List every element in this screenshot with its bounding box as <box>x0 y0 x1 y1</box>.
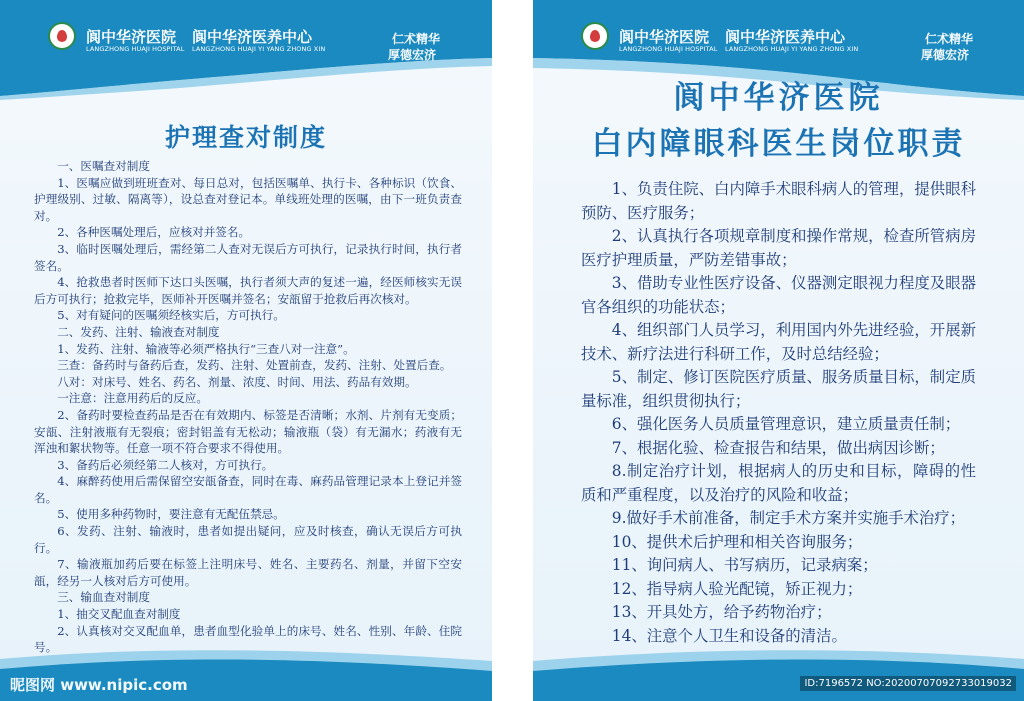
poster-footer <box>533 641 1024 701</box>
duty-item: 3、借助专业性医疗设备、仪器测定眼视力程度及眼器官各组织的功能状态； <box>581 274 976 316</box>
rule-paragraph: 二、发药、注射、输液查对制度 <box>57 324 220 339</box>
duty-item: 1、负责住院、白内障手术眼科病人的管理，提供眼科预防、医疗服务； <box>581 180 976 222</box>
slogan-line-1: 仁术精华 <box>925 32 974 46</box>
duty-item: 10、提供术后护理和相关咨询服务； <box>611 532 863 551</box>
duty-item: 7、根据化验、检查报告和结果，做出病因诊断； <box>611 438 945 457</box>
duty-item: 14、注意个人卫生和设备的清洁。 <box>611 626 847 645</box>
rule-paragraph: 三、输血查对制度 <box>57 590 150 605</box>
rule-paragraph: 4、抢救患者时医师下达口头医嘱，执行者须大声的复述一遍，经医师核实无误后方可执行；抢救完毕，医师补开医嘱并签名；安瓿留于抢救后再次核对。 <box>34 275 462 306</box>
hospital-name: 阆中华济医院 <box>86 28 177 46</box>
duty-item: 13、开具处方，给予药物治疗； <box>611 603 832 621</box>
rule-paragraph: 2、备药时要检查药品是否在有效期内、标签是否清晰；水剂、片剂有无变质；安瓿、注射液瓶有无裂痕；密封铝盖有无松动；输液瓶（袋）有无漏水；药液有无浑浊和絮状物等。任意一项不符合要求不得使用。 <box>34 407 462 456</box>
rule-paragraph: 5、使用多种药物时，要注意有无配伍禁忌。 <box>57 507 285 522</box>
rule-paragraph: 5、对有疑问的医嘱须经核实后，方可执行。 <box>57 308 285 323</box>
rule-paragraph: 2、各种医嘱处理后，应核对并签名。 <box>57 225 251 240</box>
rule-paragraph: 6、发药、注射、输液时，患者如提出疑问，应及时核查，确认无误后方可执行。 <box>34 524 462 555</box>
rule-paragraph: 3、备药后必须经第二人核对，方可执行。 <box>57 457 274 472</box>
rule-paragraph: 2、认真核对交叉配血单，患者血型化验单上的床号、姓名、性别、年龄、住院号。 <box>34 623 462 655</box>
rule-paragraph: 1、医嘱应做到班班查对、每日总对，包括医嘱单、执行卡、各种标识（饮食、护理级别、过敏、隔离等），设总查对登记本。单线班处理的医嘱，由下一班负责查对。 <box>34 175 462 223</box>
rule-paragraph: 3、临时医嘱处理后，需经第二人查对无误后方可执行，记录执行时间，执行者签名。 <box>34 241 462 273</box>
slogan-line-2: 厚德宏济 <box>388 48 437 62</box>
right-poster <box>533 0 1024 701</box>
footer-wave <box>533 641 1024 701</box>
duty-item: 11、询问病人、书写病历，记录病案； <box>611 556 878 574</box>
poster-title: 护理查对制度 <box>164 123 327 152</box>
center-name: 阆中华济医养中心 <box>192 28 313 46</box>
hospital-logo-icon <box>48 22 76 50</box>
duty-item: 9.做好手术前准备，制定手术方案并实施手术治疗； <box>611 509 966 527</box>
duty-item: 2、认真执行各项规章制度和操作常规，检查所管病房医疗护理质量，严防差错事故； <box>581 227 976 269</box>
rule-paragraph: 1、发药、注射、输液等必须严格执行“三查八对一注意”。 <box>57 341 355 356</box>
duty-item: 12、指导病人验光配镜，矫正视力； <box>611 579 863 598</box>
hospital-name-en: LANGZHONG HUAJI HOSPITAL <box>619 45 718 53</box>
hospital-name: 阆中华济医院 <box>619 28 710 46</box>
slogan-line-2: 厚德宏济 <box>921 48 970 62</box>
rule-paragraph: 7、输液瓶加药后要在标签上注明床号、姓名、主要药名、剂量，并留下空安瓿，经另一人核对后方可使用。 <box>34 557 462 588</box>
hospital-logo-icon <box>581 22 609 50</box>
poster-title-line-2: 白内障眼科医生岗位职责 <box>591 126 966 162</box>
rule-paragraph: 一注意：注意用药后的反应。 <box>57 391 208 406</box>
duty-item: 4、组织部门人员学习，利用国内外先进经验，开展新技术、新疗法进行科研工作，及时总结经验； <box>581 321 976 363</box>
rule-paragraph: 1、抽交叉配血查对制度 <box>57 607 181 622</box>
duty-item: 6、强化医务人员质量管理意识，建立质量责任制； <box>611 415 961 433</box>
center-name: 阆中华济医养中心 <box>725 28 846 46</box>
watermark-site: 昵图网 www.nipic.com <box>10 676 188 694</box>
rule-paragraph: 八对：对床号、姓名、药名、剂量、浓度、时间、用法、药品有效期。 <box>57 374 417 389</box>
slogan-line-1: 仁术精华 <box>392 32 441 46</box>
center-name-en: LANGZHONG HUAJI YI YANG ZHONG XIN <box>725 45 859 53</box>
hospital-name-en: LANGZHONG HUAJI HOSPITAL <box>86 45 185 53</box>
cataract-doctor-duties <box>581 178 976 648</box>
center-name-en: LANGZHONG HUAJI YI YANG ZHONG XIN <box>192 45 326 53</box>
rule-paragraph: 一、医嘱查对制度 <box>57 159 150 173</box>
poster-title-line-1: 阆中华济医院 <box>673 80 884 116</box>
poster-header <box>0 0 492 100</box>
nursing-check-rules <box>34 158 462 656</box>
rule-paragraph: 三查：备药时与备药后查，发药、注射、处置前查，发药、注射、处置后查。 <box>57 358 452 373</box>
left-poster <box>0 0 492 701</box>
duty-item: 5、制定、修订医院医疗质量、服务质量目标，制定质量标准，组织贯彻执行； <box>581 368 976 410</box>
rule-paragraph: 4、麻醉药使用后需保留空安瓿备查，同时在毒、麻药品管理记录本上登记并签名。 <box>34 474 462 505</box>
duty-item: 8.制定治疗计划，根据病人的历史和目标，障碍的性质和严重程度，以及治疗的风险和收益； <box>581 462 976 504</box>
watermark-id: ID:7196572 NO:20200707092733019032 <box>800 676 1016 691</box>
